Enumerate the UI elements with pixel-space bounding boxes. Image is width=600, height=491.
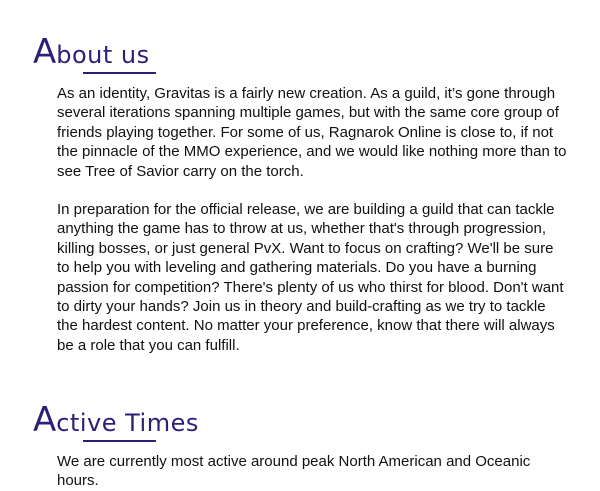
about-paragraph-identity: As an identity, Gravitas is a fairly new creation. As a guild, it’s gone through several iterations spanning multiple games, but with the same core group of friends playing together. For some of us, Ragnarok Online is close to, if not the pinnacle of the MMO experience, and we would like nothing more than to see Tree of Savior carry on the torch. xyxy=(57,85,567,180)
about-us-heading-initial: A xyxy=(33,32,57,72)
active-times-heading xyxy=(33,400,199,440)
about-us-heading-rest: bout us xyxy=(56,41,150,69)
active-times-paragraph: We are currently most active around peak North American and Oceanic hours. xyxy=(57,453,531,490)
about-paragraph-preparation: In preparation for the official release, we are building a guild that can tackle anything the game has to throw at us, whether that's through progression, killing bosses, or just general PvX. Want to focus on crafting? We'll be sure to help you with leveling and gathering materials. Do you have a burning passion for competition? There's plenty of us who thirst for blood. Don't want to dirty your hands? Join us in theory and build-crafting as we try to tackle the hardest content. No matter your preference, know that there will always be a role that you can fulfill. xyxy=(57,201,564,354)
active-times-heading-initial: A xyxy=(33,400,57,440)
active-times-heading-rest: ctive Times xyxy=(56,409,199,437)
about-us-heading xyxy=(33,32,150,72)
about-us-underline xyxy=(83,72,156,74)
active-times-underline xyxy=(83,440,156,442)
